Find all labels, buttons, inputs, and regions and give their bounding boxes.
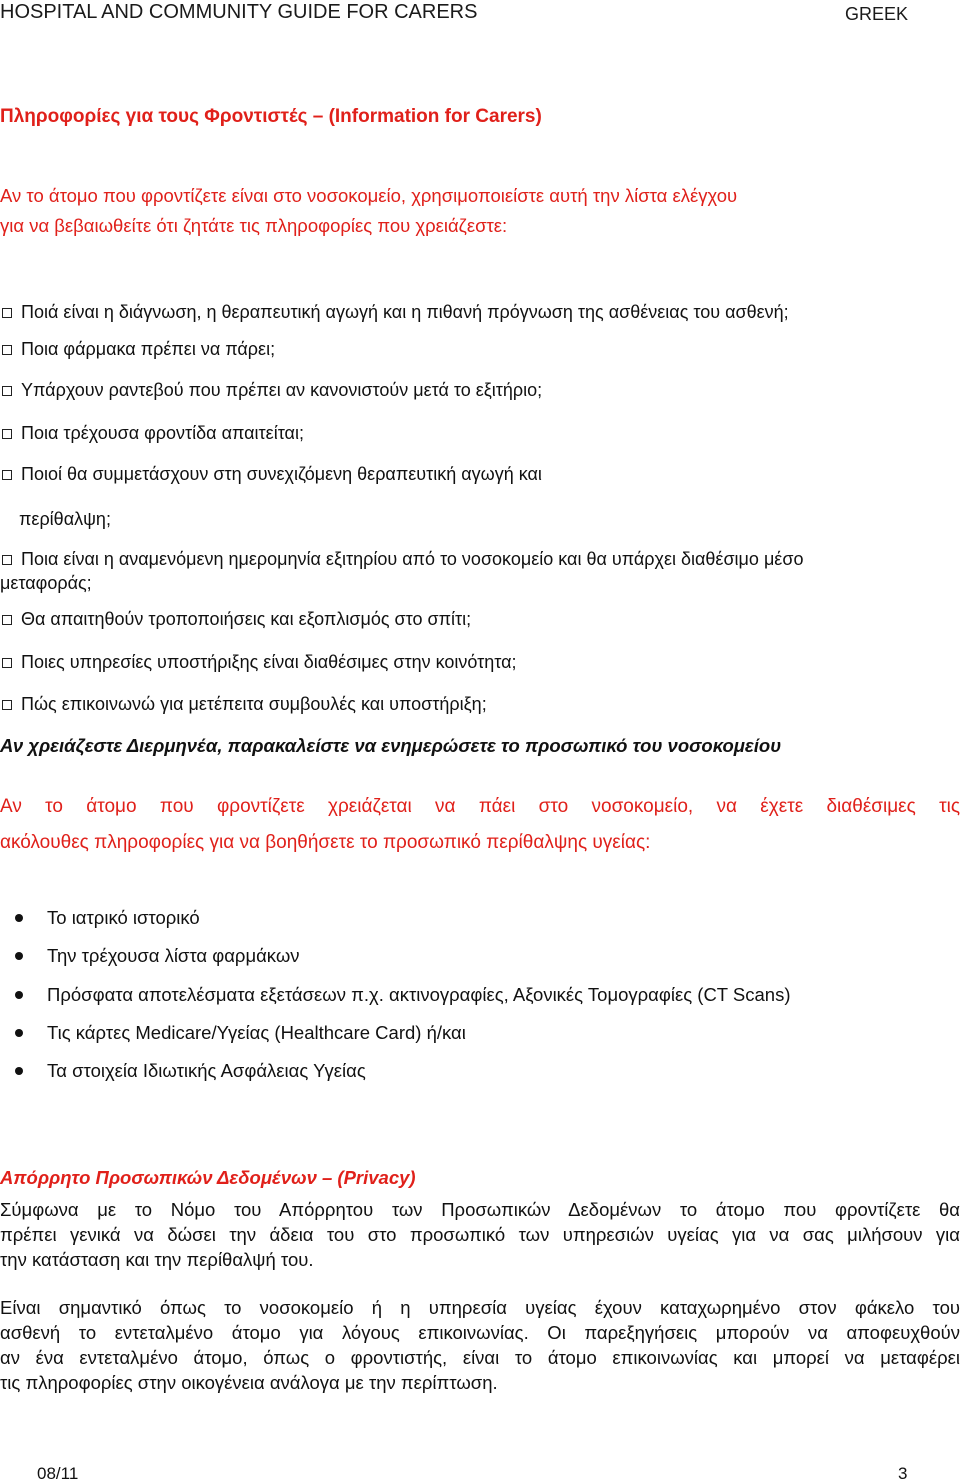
checkbox-icon[interactable] [2, 555, 12, 565]
checklist-item-text: Ποιοί θα συμμετάσχουν στη συνεχιζόμενη θεραπευτική αγωγή και [21, 464, 542, 484]
bullet-icon [15, 914, 23, 922]
checkbox-icon[interactable] [2, 615, 12, 625]
checklist-item-text: Ποια φάρμακα πρέπει να πάρει; [21, 339, 276, 359]
checklist-item[interactable] [0, 547, 960, 571]
bullet-icon [15, 952, 23, 960]
privacy-paragraph-1-line-3: την κατάσταση και την περίθαλψή του. [0, 1249, 314, 1270]
checklist-item-text: Υπάρχουν ραντεβού που πρέπει αν κανονιστούν μετά το εξιτήριο; [21, 380, 543, 400]
checkbox-icon[interactable] [2, 658, 12, 668]
list-item [0, 1059, 960, 1083]
privacy-paragraph-1-line-2: πρέπει γενικά να δώσει την άδεια του στο προσωπικό των υπηρεσιών υγείας για να σας μιλήσουν για [0, 1224, 960, 1245]
checklist-item[interactable] [0, 421, 960, 445]
checklist-item-continuation: περίθαλψη; [19, 509, 111, 529]
privacy-paragraph-2-line-3: αν ένα εντεταλμένο άτομο, όπως ο φροντιστής, είναι το άτομο επικοινωνίας και μπορεί να μεταφέρει [0, 1347, 960, 1368]
bullet-icon [15, 991, 23, 999]
privacy-paragraph-2-line-1: Είναι σημαντικό όπως το νοσοκομείο ή η υπηρεσία υγείας έχουν καταχωρημένο στον φάκελο του [0, 1297, 960, 1318]
checkbox-icon[interactable] [2, 386, 12, 396]
bullet-icon [15, 1029, 23, 1037]
checklist-item[interactable] [0, 300, 960, 324]
checkbox-icon[interactable] [2, 345, 12, 355]
section2-paragraph-line-1: Αν το άτομο που φροντίζετε χρειάζεται να πάει στο νοσοκομείο, να έχετε διαθέσιμες τις [0, 796, 960, 817]
checklist-item[interactable] [0, 378, 960, 402]
checklist-item[interactable] [0, 607, 960, 631]
checkbox-icon[interactable] [2, 308, 12, 318]
list-item [0, 944, 960, 968]
checklist-item-text: Ποια τρέχουσα φροντίδα απαιτείται; [21, 423, 304, 443]
list-item-text: Τα στοιχεία Ιδιωτικής Ασφάλειας Υγείας [47, 1060, 366, 1081]
privacy-paragraph-1-line-1: Σύμφωνα με το Νόμο του Απόρρητου των Προσωπικών Δεδομένων το άτομο που φροντίζετε θα [0, 1199, 960, 1220]
list-item [0, 983, 960, 1007]
document-header-title: HOSPITAL AND COMMUNITY GUIDE FOR CARERS [0, 1, 478, 23]
list-item [0, 1021, 960, 1045]
intro-paragraph-line-1: Αν το άτομο που φροντίζετε είναι στο νοσοκομείο, χρησιμοποιείστε αυτή την λίστα ελέγχου [0, 185, 738, 206]
list-item-text: Την τρέχουσα λίστα φαρμάκων [47, 945, 300, 966]
list-item-text: Πρόσφατα αποτελέσματα εξετάσεων π.χ. ακτινογραφίες, Αξονικές Τομογραφίες (CT Scans) [47, 984, 791, 1005]
checklist-item[interactable] [0, 650, 960, 674]
footer-date: 08/11 [37, 1464, 79, 1483]
checklist-item[interactable] [0, 462, 960, 486]
section-heading-information-for-carers: Πληροφορίες για τους Φροντιστές – (Information for Carers) [0, 106, 542, 127]
checklist-item-text: Πώς επικοινωνώ για μετέπειτα συμβουλές και υποστήριξη; [21, 694, 487, 714]
privacy-heading: Απόρρητο Προσωπικών Δεδομένων – (Privacy) [0, 1167, 416, 1188]
checkbox-icon[interactable] [2, 470, 12, 480]
privacy-paragraph-2-line-4: τις πληροφορίες στην οικογένεια ανάλογα με την περίπτωση. [0, 1372, 498, 1393]
checklist-item-text: Ποιά είναι η διάγνωση, η θεραπευτική αγωγή και η πιθανή πρόγνωση της ασθένειας του ασθενή; [21, 302, 789, 322]
footer-page-number: 3 [898, 1464, 908, 1483]
list-item [0, 906, 960, 930]
list-item-text: Το ιατρικό ιστορικό [47, 907, 200, 928]
checkbox-icon[interactable] [2, 429, 12, 439]
bullet-icon [15, 1067, 23, 1075]
checklist-item[interactable] [0, 337, 960, 361]
checklist-item-text: Ποιες υπηρεσίες υποστήριξης είναι διαθέσιμες στην κοινότητα; [21, 652, 517, 672]
interpreter-note: Αν χρειάζεστε Διερμηνέα, παρακαλείστε να ενημερώσετε το προσωπικό του νοσοκομείου [0, 735, 782, 756]
section2-paragraph-line-2: ακόλουθες πληροφορίες για να βοηθήσετε το προσωπικό περίθαλψης υγείας: [0, 832, 651, 853]
checklist-item-text: Θα απαιτηθούν τροποποιήσεις και εξοπλισμός στο σπίτι; [21, 609, 472, 629]
checklist-item[interactable] [0, 692, 960, 716]
intro-paragraph-line-2: για να βεβαιωθείτε ότι ζητάτε τις πληροφορίες που χρειάζεστε: [0, 215, 508, 236]
document-header-language: GREEK [845, 4, 909, 24]
checklist-item-continuation: μεταφοράς; [0, 573, 92, 593]
checklist-item-text: Ποια είναι η αναμενόμενη ημερομηνία εξιτηρίου από το νοσοκομείο και θα υπάρχει διαθέσιμο μέσο [21, 549, 804, 569]
checkbox-icon[interactable] [2, 700, 12, 710]
privacy-paragraph-2-line-2: ασθενή το εντεταλμένο άτομο για λόγους επικοινωνίας. Οι παρεξηγήσεις μπορούν να αποφευχθούν [0, 1322, 960, 1343]
list-item-text: Τις κάρτες Medicare/Υγείας (Healthcare Card) ή/και [47, 1022, 466, 1043]
